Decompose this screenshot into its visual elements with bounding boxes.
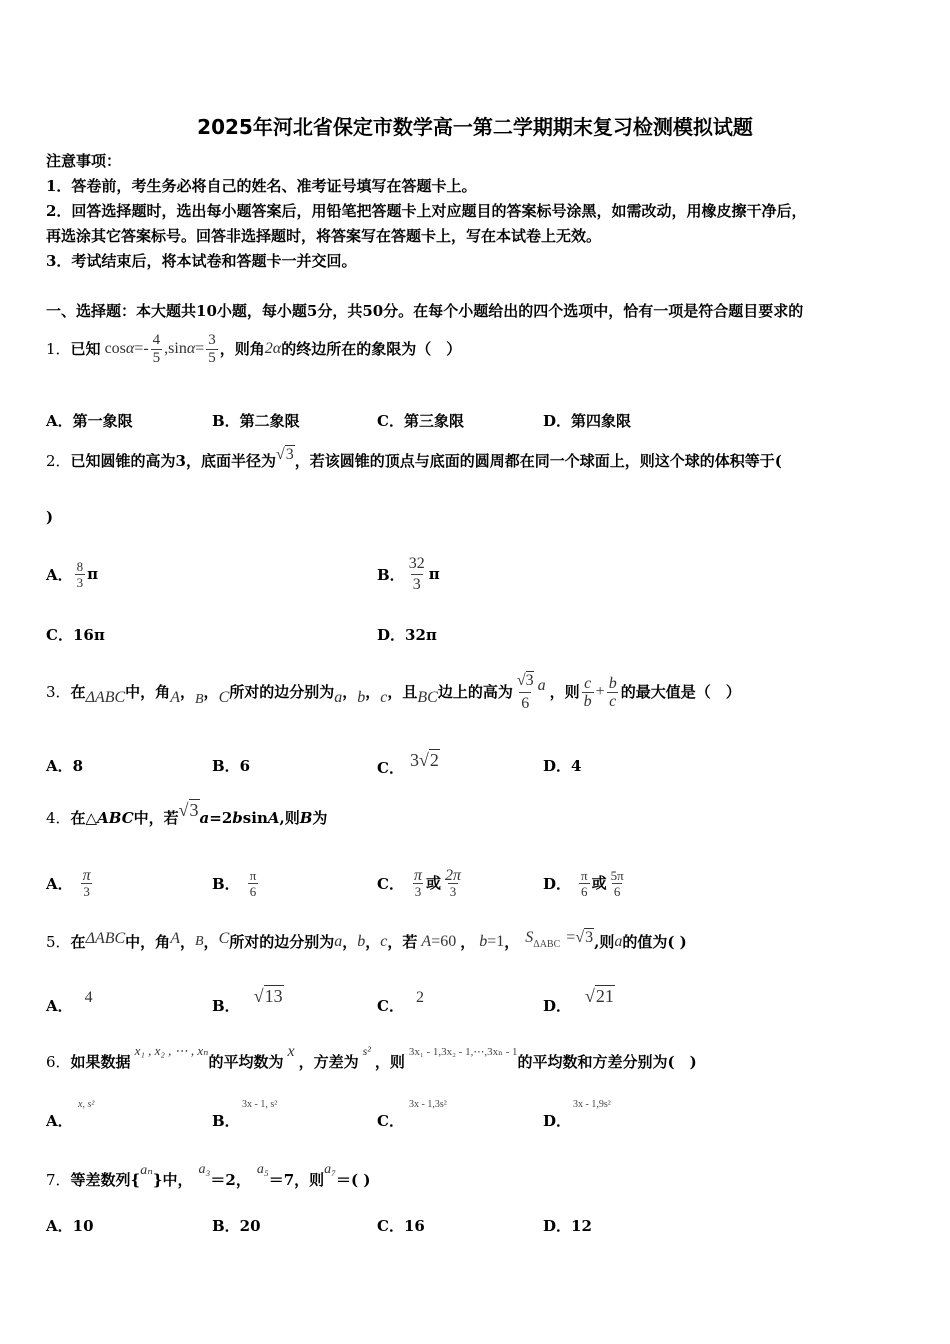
q4-b-den: 6 — [249, 883, 257, 899]
q5-text-5: 的值为( ) — [622, 933, 687, 951]
q4-a-num: π — [82, 866, 91, 884]
q4-option-c-or: 或 — [425, 874, 441, 892]
q4-c-num-1: π — [413, 866, 422, 884]
q3-option-d[interactable]: D．4 — [543, 757, 582, 775]
q5-area-radicand: 3 — [585, 929, 594, 946]
q5-option-c[interactable] — [377, 984, 424, 1015]
question-2 — [46, 446, 782, 476]
question-4 — [46, 800, 327, 836]
q1-f1-den: 5 — [152, 349, 161, 366]
q3-sep-3: ， — [342, 683, 358, 701]
q4-c-den-2: 3 — [449, 883, 457, 899]
q2-option-c[interactable]: C．16π — [46, 626, 105, 644]
q1-option-d[interactable]: D．第四象限 — [543, 412, 632, 430]
q3-option-c-label: C． — [377, 758, 404, 777]
page-title: 2025年河北省保定市数学高一第二学期期末复习检测模拟试题 — [197, 115, 753, 139]
question-5 — [46, 924, 687, 960]
q3-option-c-coef: 3 — [409, 749, 419, 770]
q2-close-paren: ) — [46, 508, 54, 526]
q3-text-6: 的最大值是（ ） — [620, 683, 741, 701]
q3-option-c-radicand: 2 — [429, 749, 439, 770]
q3-bc: BC — [417, 689, 438, 706]
q3-text-4: 边上的高为 — [437, 683, 513, 701]
q4-option-d[interactable] — [543, 860, 628, 906]
q3-sep-4: ， — [365, 683, 381, 701]
q7-option-a[interactable]: A．10 — [46, 1217, 94, 1235]
q5-option-a-label: A． — [46, 996, 73, 1015]
q2-option-a-fraction — [75, 559, 86, 590]
q4-option-c[interactable] — [377, 860, 465, 906]
question-7 — [46, 1156, 370, 1192]
q6-option-a-label: A． — [46, 1112, 73, 1130]
q3-height-radicand: 3 — [525, 671, 534, 689]
q5-eq-60: =60 — [431, 933, 457, 950]
q4-expr-sin: sin — [242, 809, 268, 827]
q2-option-a-label: A． — [46, 565, 73, 584]
q3-height-den: 6 — [519, 692, 531, 715]
q5-option-b[interactable] — [212, 980, 284, 1015]
notice-item-2a: 2．回答选择题时，选出每小题答案后，用铅笔把答题卡上对应题目的答案标号涂黑，如需改动，用橡皮擦干净后， — [46, 202, 807, 220]
notice-item-3: 3．考试结束后，将本试卷和答题卡一并交回。 — [46, 252, 357, 270]
q6-number: 6． — [46, 1053, 71, 1071]
q4-option-d-or: 或 — [591, 874, 607, 892]
q4-d-num-2: 5π — [610, 867, 624, 883]
q5-option-a[interactable] — [46, 984, 93, 1015]
q3-option-b[interactable]: B．6 — [212, 757, 251, 775]
notice-heading: 注意事项： — [46, 152, 122, 170]
q4-text-pre: 在△ — [70, 809, 98, 827]
q7-text-4: ＝( ) — [336, 1171, 371, 1189]
q5-eq-1: =1 — [487, 933, 505, 950]
q2-option-a[interactable] — [46, 546, 98, 602]
q6-text-2: ，方差为 — [298, 1053, 359, 1071]
q4-d-den-1: 6 — [581, 883, 588, 899]
q6-text-1: 的平均数为 — [208, 1053, 284, 1071]
q4-text-2: ,则 — [279, 809, 300, 827]
q4-expr-a: a — [199, 809, 210, 827]
q4-option-d-fraction-1 — [579, 868, 590, 899]
q3-sep-1: ， — [179, 683, 195, 701]
q3-frac2-den: c — [609, 692, 617, 710]
q5-side-c: c — [380, 933, 388, 950]
q6-mean-symbol: x — [287, 1043, 295, 1060]
q3-angle-c: C — [218, 689, 230, 706]
q1-fraction-cos — [151, 332, 163, 367]
q5-b-eq: b — [479, 933, 488, 950]
q4-radicand: 3 — [189, 799, 199, 820]
q4-option-b-fraction — [248, 868, 259, 899]
q2-text-post: ，若该圆锥的顶点与底面的圆周都在同一个球面上，则这个球的体积等于( — [294, 452, 782, 470]
q4-option-a[interactable] — [46, 860, 95, 906]
q5-option-b-label: B． — [212, 996, 240, 1015]
q5-option-d-value: √21 — [585, 985, 614, 1006]
q5-angle-A-eq: A — [421, 933, 432, 950]
q7-option-c[interactable]: C．16 — [377, 1217, 425, 1235]
q1-eq: = — [195, 340, 205, 357]
q7-text-3: ＝7，则 — [268, 1171, 325, 1189]
q2-option-b-pi: π — [428, 565, 440, 583]
q4-option-c-fraction-2 — [443, 868, 463, 899]
q4-c-den-1: 3 — [414, 883, 422, 899]
q5-text-pre: 在 — [70, 933, 86, 951]
q5-option-d[interactable] — [543, 980, 615, 1015]
question-6 — [46, 1038, 697, 1074]
q4-option-a-label: A． — [46, 874, 73, 893]
q5-area-radical: √3 — [575, 929, 594, 946]
q3-text-5: ，则 — [549, 683, 580, 701]
q2-radical: √3 — [276, 446, 294, 463]
q1-fraction-sin — [206, 332, 218, 367]
q5-text-2: 所对的边分别为 — [229, 933, 335, 951]
q3-plus: + — [595, 683, 605, 700]
q5-option-d-radicand: 21 — [595, 985, 614, 1006]
q5-option-a-value: 4 — [84, 989, 93, 1006]
q3-angle-b: B — [194, 692, 204, 707]
q1-option-b[interactable]: B．第二象限 — [212, 412, 300, 430]
q6-text-3: ，则 — [374, 1053, 405, 1071]
q5-area-s: S — [525, 929, 534, 946]
q3-frac-cb — [582, 675, 594, 710]
q5-number: 5． — [46, 933, 71, 951]
q5-sep-3: ， — [342, 933, 358, 951]
q2-option-b[interactable] — [377, 540, 440, 608]
q3-angle-a: A — [170, 689, 180, 706]
q2-a-num: 8 — [76, 558, 84, 574]
q1-sin: ,sin — [164, 340, 187, 357]
q3-frac1-num: c — [584, 674, 592, 692]
q3-height-num: √3 — [516, 671, 534, 689]
q2-b-den: 3 — [412, 575, 421, 593]
q4-expr-b: b — [232, 809, 243, 827]
q6-option-c-label: C． — [377, 1112, 404, 1130]
q3-height-a: a — [537, 677, 546, 694]
q3-side-b: b — [357, 689, 366, 706]
q4-option-b-label: B． — [212, 874, 240, 893]
q3-side-a: a — [334, 689, 343, 706]
q5-side-a: a — [334, 933, 343, 950]
q2-radicand: 3 — [285, 446, 294, 463]
q6-option-a-value: x, s² — [78, 1099, 95, 1110]
q1-eq-neg: =- — [134, 340, 149, 357]
q4-option-a-fraction — [81, 868, 93, 899]
q3-frac-bc — [607, 675, 619, 710]
q6-option-b-value: 3x - 1, s² — [242, 1099, 278, 1110]
question-3 — [46, 660, 741, 724]
q5-text-1: 中，角 — [125, 933, 171, 951]
q4-text-1: 中，若 — [133, 809, 179, 827]
q1-option-a[interactable]: A．第一象限 — [46, 412, 133, 430]
q3-frac1-den: b — [583, 692, 592, 710]
q4-expr-A: A — [267, 809, 280, 827]
q7-a7: a₇ — [324, 1162, 337, 1177]
q3-option-c[interactable] — [377, 742, 440, 778]
q1-text-pre: 已知 — [70, 340, 101, 358]
q6-text-pre: 如果数据 — [70, 1053, 131, 1071]
q5-sep-2: ， — [203, 933, 219, 951]
q5-text-3: ，若 — [387, 933, 418, 951]
q3-frac2-num: b — [608, 674, 617, 692]
q3-text-1: 中，角 — [125, 683, 171, 701]
q1-two-alpha: 2α — [264, 340, 282, 357]
q3-text-2: 所对的边分别为 — [229, 683, 335, 701]
q4-radical: √3 — [178, 799, 199, 820]
q1-text-mid: ，则角 — [219, 340, 265, 358]
q1-alpha-2: α — [186, 340, 196, 357]
q5-area-eq: = — [566, 929, 576, 946]
q4-b-num: π — [249, 867, 257, 883]
q5-option-c-value: 2 — [415, 989, 424, 1006]
q3-sep-2: ， — [203, 683, 219, 701]
q3-triangle: ΔABC — [85, 689, 126, 706]
q5-sep-6: ， — [504, 933, 520, 951]
q7-option-d[interactable]: D．12 — [543, 1217, 592, 1235]
q7-a3: a₃ — [198, 1162, 211, 1177]
q5-angle-c: C — [218, 930, 230, 947]
q5-option-b-radicand: 13 — [264, 985, 283, 1006]
q2-b-num: 32 — [408, 554, 425, 572]
q4-number: 4． — [46, 809, 71, 827]
q6-text-4: 的平均数和方差分别为( ) — [517, 1053, 697, 1071]
q4-c-num-2: 2π — [444, 866, 461, 884]
q4-d-num-1: π — [581, 867, 588, 883]
q7-text-pre: 等差数列{ — [70, 1171, 141, 1189]
q4-option-c-fraction-1 — [412, 868, 424, 899]
q5-area-sub: ΔABC — [533, 938, 561, 950]
q6-option-c-value: 3x - 1,3s² — [409, 1099, 447, 1110]
q4-text-3: 为 — [312, 809, 328, 827]
q3-text-pre: 在 — [70, 683, 86, 701]
q5-sep-5: ， — [460, 933, 476, 951]
q4-expr-eq: =2 — [209, 809, 233, 827]
q5-angle-a: A — [170, 930, 180, 947]
q6-transformed-data: 3x₁ - 1,3x₂ - 1,⋯,3xₙ - 1 — [408, 1045, 518, 1058]
q4-a-den: 3 — [83, 883, 90, 899]
q7-option-b[interactable]: B．20 — [212, 1217, 261, 1235]
q2-option-b-fraction — [407, 554, 427, 595]
q5-a-2: a — [614, 933, 623, 950]
q6-option-d-value: 3x - 1,9s² — [573, 1099, 611, 1110]
q3-number: 3． — [46, 683, 71, 701]
q1-f2-num: 3 — [208, 331, 216, 348]
q4-d-den-2: 6 — [613, 883, 621, 899]
q7-number: 7． — [46, 1171, 71, 1189]
q5-triangle: ΔABC — [85, 930, 126, 947]
q3-height-fraction — [515, 670, 536, 715]
q6-option-d-label: D． — [543, 1112, 572, 1130]
q6-data: x₁ , x₂ , ⋯ , xₙ — [134, 1043, 209, 1058]
q1-alpha: α — [125, 340, 135, 357]
q1-cos: cos — [104, 340, 126, 357]
q2-a-den: 3 — [76, 574, 84, 590]
q1-text-post: 的终边所在的象限为（ ） — [281, 340, 462, 358]
q5-option-b-value: √13 — [253, 985, 283, 1006]
q5-option-d-label: D． — [543, 996, 572, 1015]
q3-option-a[interactable]: A．8 — [46, 757, 84, 775]
q7-text-2: ＝2， — [210, 1171, 251, 1189]
q5-sep-1: ， — [179, 933, 195, 951]
notice-item-2b: 再选涂其它答案标号。回答非选择题时，将答案写在答题卡上，写在本试卷上无效。 — [46, 227, 602, 245]
q4-option-b[interactable] — [212, 860, 260, 906]
q6-option-b-label: B． — [212, 1112, 240, 1130]
q7-an: aₙ — [140, 1162, 153, 1178]
q1-f1-num: 4 — [152, 331, 161, 348]
q7-text-1: }中， — [152, 1171, 193, 1189]
q4-option-d-fraction-2 — [609, 868, 626, 899]
q3-option-c-value: 3√2 — [409, 749, 439, 770]
q5-side-b: b — [357, 933, 366, 950]
section-heading: 一、选择题：本大题共10小题，每小题5分，共50分。在每个小题给出的四个选项中，恰有一项是符合题目要求的 — [46, 302, 804, 320]
q1-option-c[interactable]: C．第三象限 — [377, 412, 464, 430]
q1-f2-den: 5 — [208, 349, 216, 366]
q4-abc: ABC — [97, 809, 134, 827]
q1-number: 1． — [46, 340, 71, 358]
q5-angle-b: B — [194, 934, 204, 949]
question-1 — [46, 326, 461, 372]
q6-variance-symbol: s² — [362, 1043, 371, 1058]
q2-number: 2． — [46, 452, 71, 470]
q2-option-a-pi: π — [87, 565, 99, 583]
q2-option-b-label: B． — [377, 565, 405, 584]
q4-B: B — [299, 809, 313, 827]
q5-sep-4: ， — [365, 933, 381, 951]
q2-text-pre: 已知圆锥的高为3，底面半径为 — [70, 452, 276, 470]
q4-option-d-label: D． — [543, 874, 572, 893]
q3-side-c: c — [380, 689, 388, 706]
q5-text-4: ,则 — [594, 933, 615, 951]
q4-option-c-label: C． — [377, 874, 404, 893]
q5-option-c-label: C． — [377, 996, 404, 1015]
q3-text-3: ，且 — [387, 683, 418, 701]
notice-item-1: 1．答卷前，考生务必将自己的姓名、准考证号填写在答题卡上。 — [46, 177, 477, 195]
q7-a5: a₅ — [256, 1162, 269, 1177]
q2-option-d[interactable]: D．32π — [377, 626, 437, 644]
